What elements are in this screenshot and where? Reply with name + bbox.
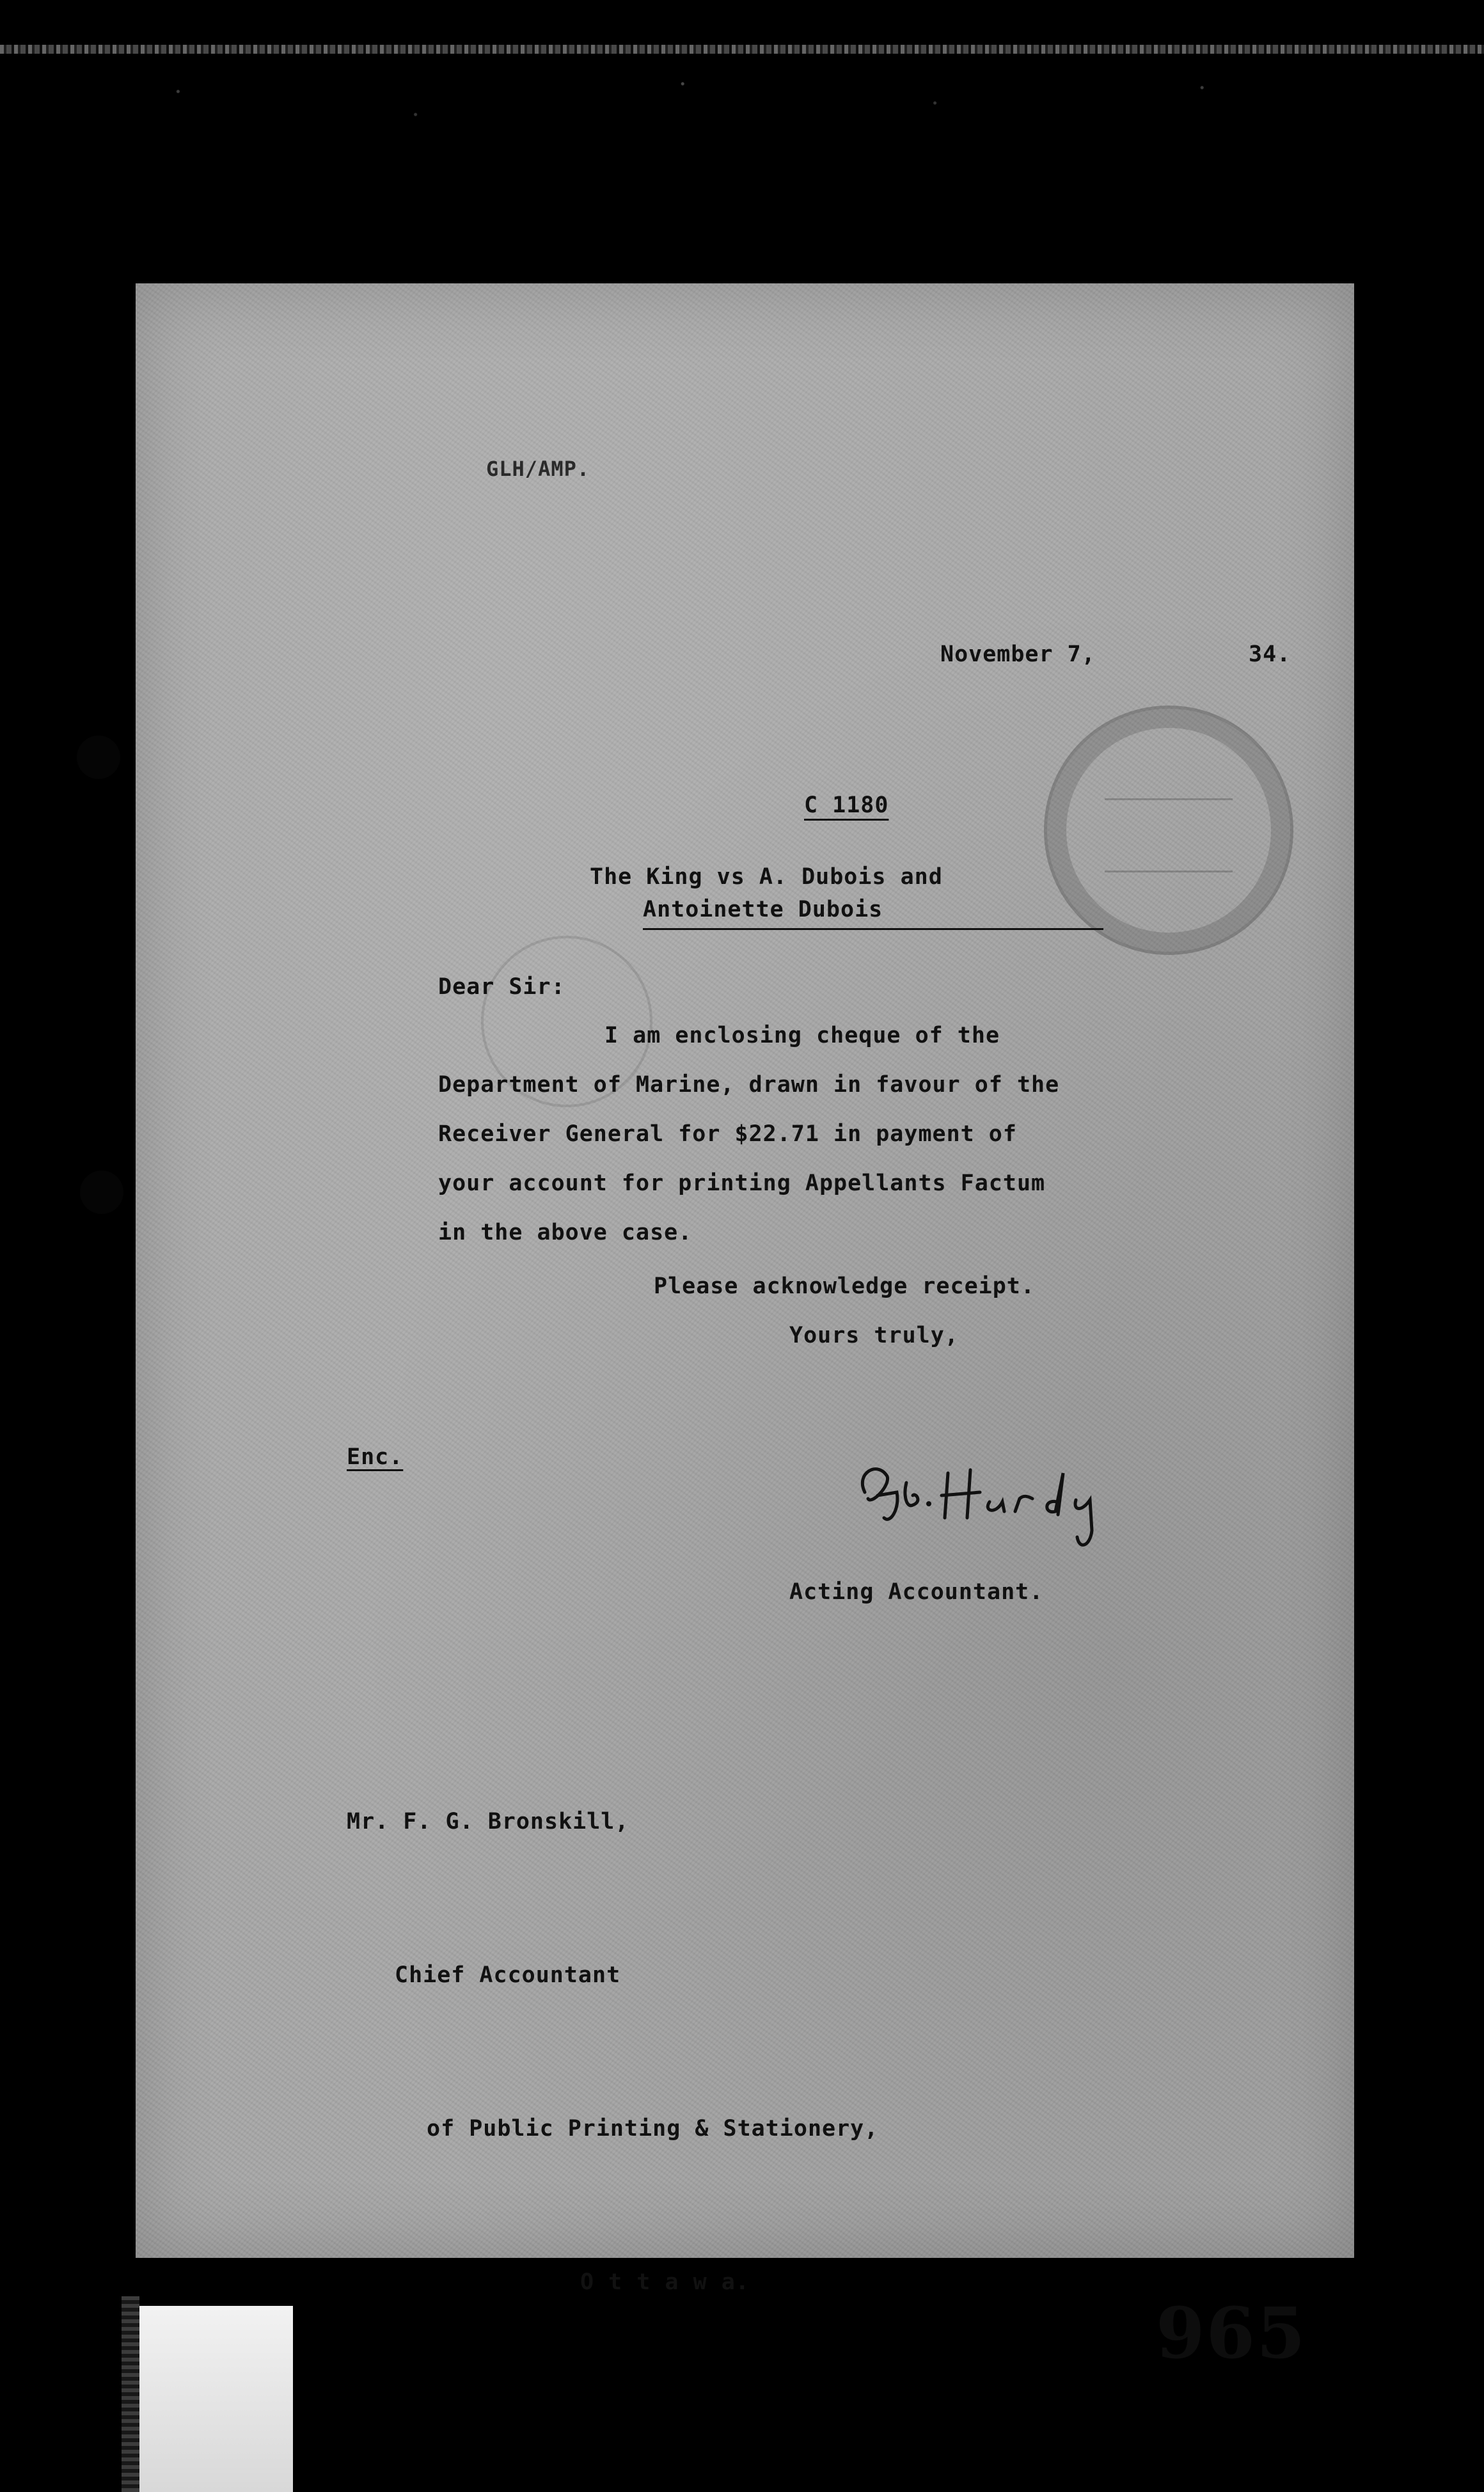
enclosure-note: Enc. <box>347 1444 404 1470</box>
body-line: Receiver General for $22.71 in payment of <box>438 1121 1017 1147</box>
body-line: your account for printing Appellants Factum <box>438 1171 1046 1196</box>
film-edge <box>0 45 1484 54</box>
closing: Yours truly, <box>789 1323 959 1348</box>
body-line: Department of Marine, drawn in favour of the <box>438 1072 1060 1098</box>
body-line: I am enclosing cheque of the <box>604 1023 1000 1048</box>
letter-body <box>438 1011 1244 1258</box>
archive-page-number: 965 <box>1156 2292 1307 2374</box>
file-number: C 1180 <box>804 793 889 818</box>
film-label <box>139 2306 293 2492</box>
address-line: of Public Printing & Stationery, <box>427 2116 879 2141</box>
letter-date: November 7, <box>940 642 1096 667</box>
letter-sheet <box>136 283 1354 2374</box>
address-line: O t t a w a. <box>580 2269 750 2295</box>
signer-title: Acting Accountant. <box>789 1579 1044 1605</box>
punch-hole <box>77 736 120 779</box>
address-line: Chief Accountant <box>395 1962 621 1988</box>
acknowledgement-request: Please acknowledge receipt. <box>654 1274 1035 1299</box>
reference-initials: GLH/AMP. <box>486 457 590 481</box>
salutation: Dear Sir: <box>438 974 565 1000</box>
body-line: in the above case. <box>438 1220 693 1245</box>
punch-hole <box>80 1171 123 1214</box>
subject-line-2: Antoinette Dubois <box>643 891 1103 930</box>
film-edge-bottom <box>122 2296 139 2492</box>
letter-year: 34. <box>1249 642 1291 667</box>
recipient-address <box>347 1694 878 2410</box>
stamp-inner-band <box>1105 798 1233 872</box>
film-specks <box>0 61 1484 138</box>
handwritten-signature <box>852 1447 1140 1556</box>
subject-line-1: The King vs A. Dubois and <box>590 864 943 890</box>
address-line: Mr. F. G. Bronskill, <box>347 1809 629 1834</box>
